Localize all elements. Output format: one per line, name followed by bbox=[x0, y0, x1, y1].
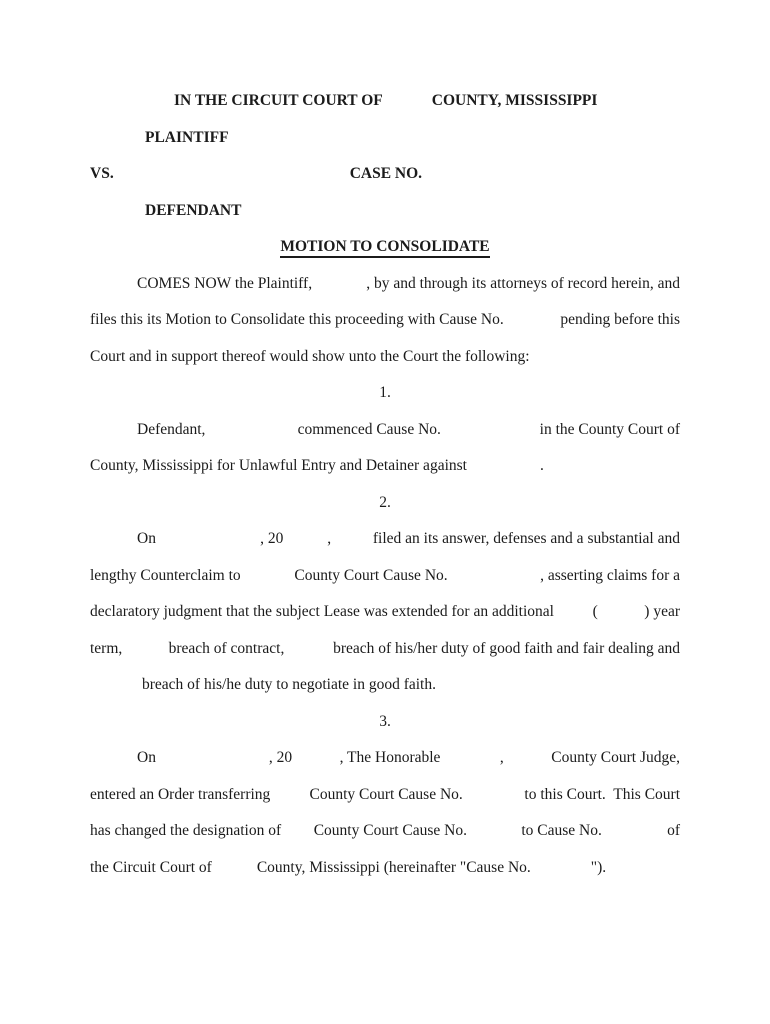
text-segment: to Cause No. bbox=[521, 822, 602, 839]
text-segment: County Court Cause No. bbox=[294, 566, 448, 584]
para-2-line-3 bbox=[90, 594, 680, 631]
para-intro-line-1 bbox=[90, 266, 680, 303]
cause-no-blank bbox=[531, 871, 591, 872]
text-segment: in the County Court of bbox=[539, 420, 680, 438]
text-segment: , 20 bbox=[260, 530, 284, 547]
text-segment: commenced Cause No. bbox=[297, 420, 441, 438]
para-1-line-2 bbox=[90, 448, 680, 485]
text-segment: , bbox=[327, 530, 332, 547]
text-segment: lengthy Counterclaim to bbox=[90, 566, 241, 584]
para-3-line-2 bbox=[90, 777, 680, 814]
plaintiff-label: PLAINTIFF bbox=[145, 128, 229, 146]
text-segment: to this Court. This Court bbox=[524, 785, 680, 803]
text-segment: County Court Cause No. bbox=[309, 785, 463, 803]
court-header-right: COUNTY, MISSISSIPPI bbox=[431, 92, 598, 109]
motion-title-line bbox=[90, 229, 680, 266]
text-segment: ( bbox=[592, 603, 598, 620]
para-3-line-4 bbox=[90, 850, 680, 887]
vs-label: VS. bbox=[90, 165, 114, 182]
text-segment: County Court Cause No. bbox=[313, 822, 467, 839]
text-segment: On bbox=[137, 530, 156, 547]
text-segment: of bbox=[667, 822, 680, 839]
text-segment: , bbox=[499, 749, 504, 766]
text-segment: "). bbox=[590, 858, 607, 876]
case-no-label: CASE NO. bbox=[349, 165, 423, 182]
text-segment: , asserting claims for a bbox=[540, 566, 680, 584]
text-segment: breach of his/her duty of good faith and fair dealing and bbox=[333, 639, 680, 657]
text-segment: On bbox=[137, 749, 156, 766]
text-segment: ) year bbox=[644, 603, 680, 620]
defendant-label-line bbox=[90, 193, 680, 230]
cause-no-blank bbox=[602, 849, 667, 850]
section-number: 2. bbox=[379, 493, 391, 511]
vs-case-no-line bbox=[90, 156, 680, 193]
section-number-2 bbox=[90, 485, 680, 522]
text-segment: filed an its answer, defenses and a substantial and bbox=[372, 530, 680, 547]
text-segment: files this its Motion to Consolidate this proceeding with Cause No. bbox=[90, 311, 504, 328]
text-segment: breach of contract, bbox=[168, 639, 285, 657]
party-name-blank bbox=[467, 469, 540, 470]
text-segment: , by and through its attorneys of record herein, and bbox=[366, 274, 680, 292]
section-number-3 bbox=[90, 704, 680, 741]
county-blank bbox=[212, 871, 257, 872]
cause-no-blank bbox=[463, 812, 525, 813]
para-2-line-5 bbox=[90, 667, 680, 704]
blank-field bbox=[90, 688, 142, 689]
section-number: 3. bbox=[379, 712, 391, 730]
text-segment: . bbox=[539, 457, 544, 474]
text-segment: the Circuit Court of bbox=[90, 858, 212, 876]
text-segment: COMES NOW the Plaintiff, bbox=[137, 274, 313, 292]
section-number: 1. bbox=[379, 384, 391, 401]
text-segment: , 20 bbox=[268, 749, 293, 766]
text-segment: Defendant, bbox=[137, 420, 206, 438]
text-segment: County, Mississippi for Unlawful Entry and Detainer against bbox=[90, 457, 467, 474]
para-1-line-1 bbox=[90, 412, 680, 449]
document-body bbox=[90, 266, 680, 887]
plaintiff-label-line bbox=[90, 120, 680, 157]
para-2-line-2 bbox=[90, 558, 680, 595]
para-3-line-1 bbox=[90, 740, 680, 777]
text-segment: entered an Order transferring bbox=[90, 785, 271, 803]
county-blank-field bbox=[383, 104, 432, 105]
text-segment: County, Mississippi (hereinafter "Cause No. bbox=[256, 858, 531, 876]
text-segment: declaratory judgment that the subject Lease was extended for an additional bbox=[90, 603, 554, 620]
text-segment: , The Honorable bbox=[339, 749, 441, 766]
text-segment: term, bbox=[90, 639, 123, 657]
para-2-line-1 bbox=[90, 521, 680, 558]
text-segment: breach of his/he duty to negotiate in good faith. bbox=[142, 676, 436, 693]
text-segment: has changed the designation of bbox=[90, 822, 282, 839]
text-segment: Court and in support thereof would show unto the Court the following: bbox=[90, 347, 530, 365]
section-number-1 bbox=[90, 375, 680, 412]
para-3-line-3 bbox=[90, 813, 680, 850]
spacer bbox=[114, 177, 350, 178]
text-segment: County Court Judge, bbox=[551, 749, 680, 766]
defendant-label: DEFENDANT bbox=[145, 201, 242, 219]
para-intro-line-2 bbox=[90, 302, 680, 339]
court-header-line bbox=[90, 83, 680, 120]
para-2-line-4 bbox=[90, 631, 680, 668]
para-intro-line-3 bbox=[90, 339, 680, 376]
text-segment: pending before this bbox=[560, 311, 680, 328]
motion-title: MOTION TO CONSOLIDATE bbox=[280, 238, 489, 258]
court-header-left: IN THE CIRCUIT COURT OF bbox=[174, 92, 383, 109]
